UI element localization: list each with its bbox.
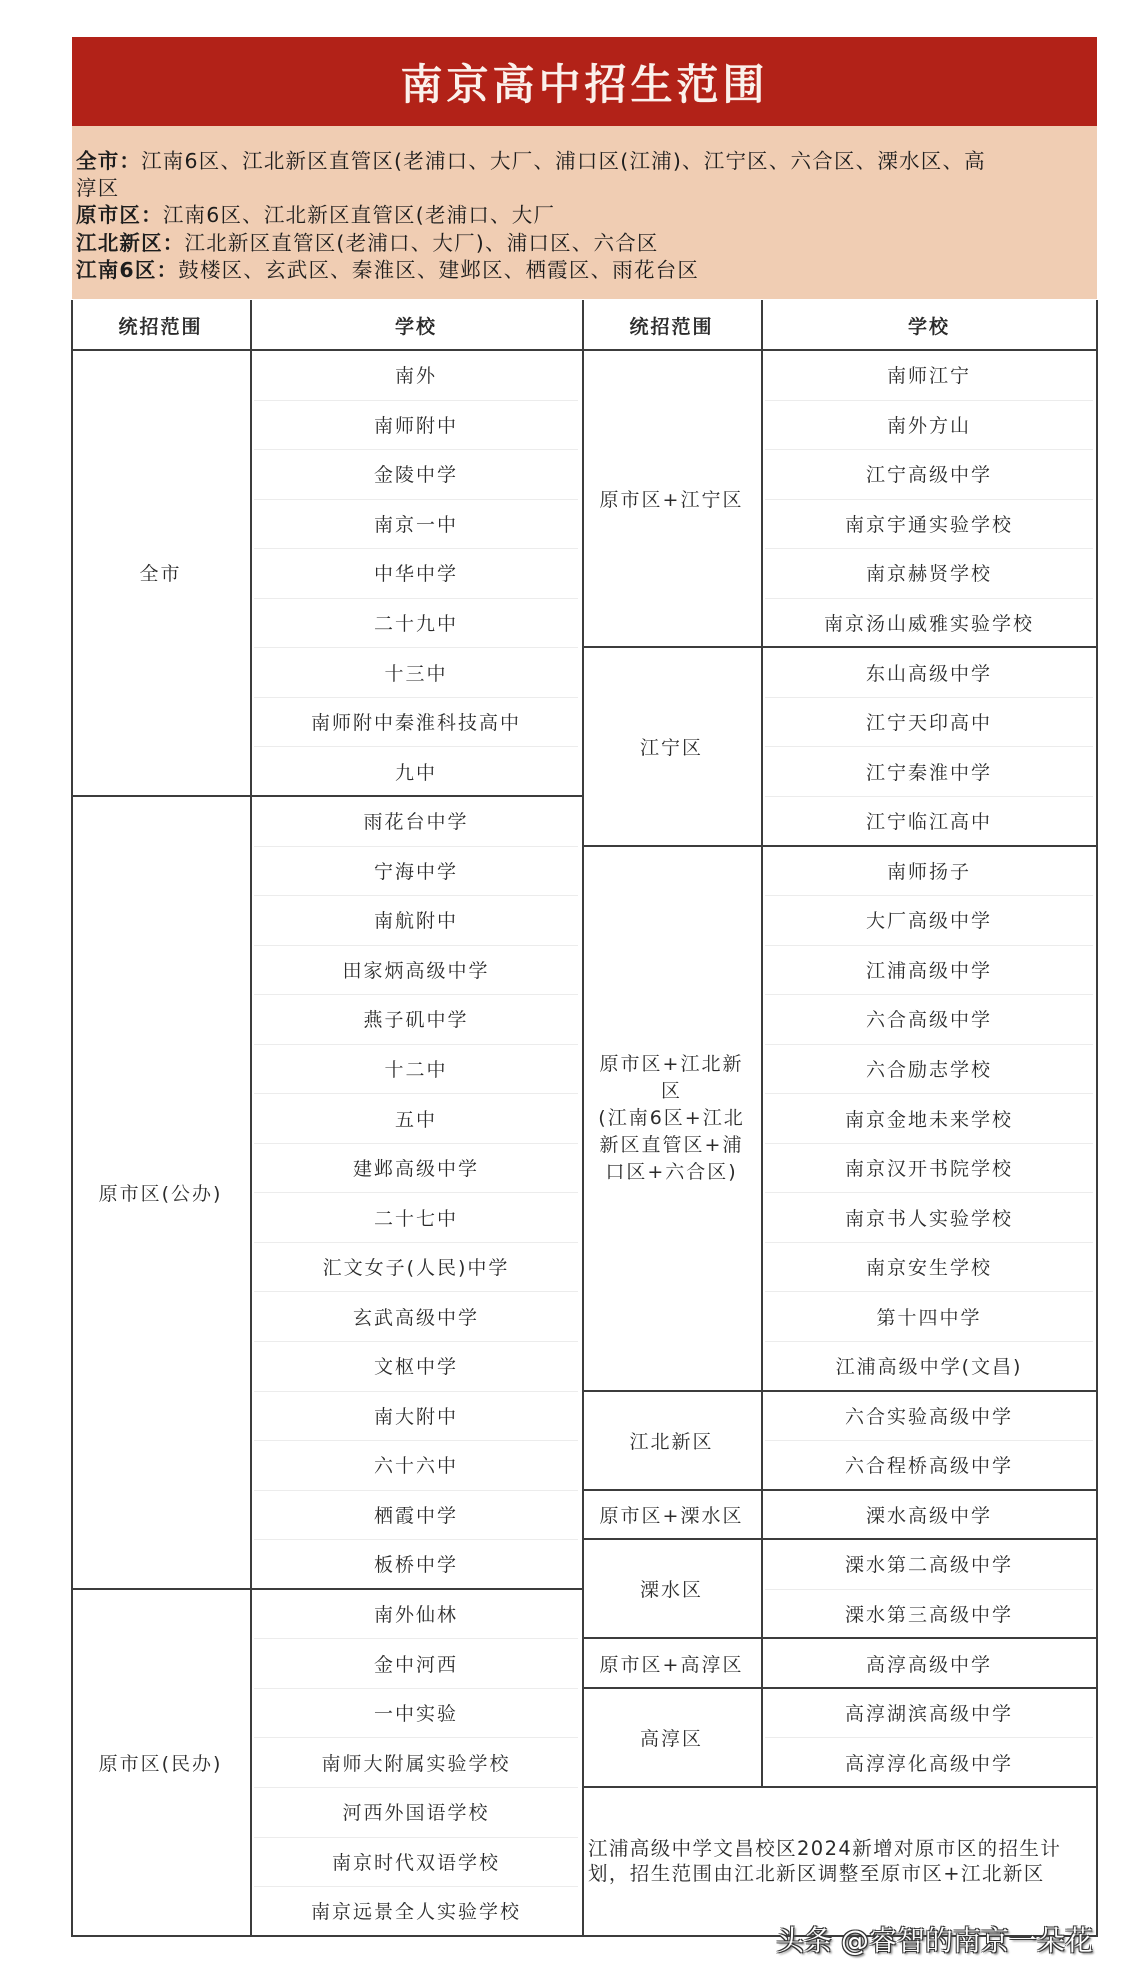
scope-cell: 江宁区 (639, 736, 703, 759)
row-separator (765, 598, 1093, 599)
school-cell: 南京汤山威雅实验学校 (823, 613, 1034, 636)
scope-line: 区 (660, 1079, 682, 1102)
row-separator (254, 1291, 578, 1292)
school-cell: 江浦高级中学(文昌) (835, 1356, 1023, 1379)
school-cell: 南京汉开书院学校 (844, 1158, 1013, 1181)
school-cell: 六十六中 (373, 1455, 458, 1478)
row-separator (254, 1837, 578, 1838)
school-cell: 高淳高级中学 (865, 1653, 992, 1676)
row-separator (765, 796, 1093, 797)
school-cell: 金陵中学 (373, 464, 458, 487)
school-cell: 南外方山 (886, 414, 971, 437)
school-cell: 南京书人实验学校 (844, 1207, 1013, 1230)
definitions-panel (72, 126, 1097, 299)
school-cell: 河西外国语学校 (342, 1802, 490, 1825)
school-cell: 第十四中学 (876, 1306, 982, 1329)
group-divider (582, 1786, 1098, 1788)
scope-cell: 溧水区 (639, 1579, 703, 1602)
scope-cell: 原市区+高淳区 (599, 1653, 744, 1676)
row-separator (765, 1341, 1093, 1342)
row-separator (765, 1291, 1093, 1292)
school-cell: 南京赫贤学校 (865, 563, 992, 586)
row-separator (765, 1589, 1093, 1590)
column-divider (250, 300, 252, 1936)
definition-text: 鼓楼区、玄武区、秦淮区、建邺区、栖霞区、雨花台区 (178, 257, 700, 282)
school-cell: 南师江宁 (886, 365, 971, 388)
scope-cell: 原市区(民办) (98, 1752, 223, 1775)
row-separator (254, 1638, 578, 1639)
school-cell: 二十七中 (373, 1207, 458, 1230)
school-cell: 江浦高级中学 (865, 959, 992, 982)
school-cell: 江宁秦淮中学 (865, 761, 992, 784)
row-separator (254, 895, 578, 896)
school-cell: 燕子矶中学 (363, 1009, 469, 1032)
row-separator (254, 1192, 578, 1193)
school-cell: 文枢中学 (373, 1356, 458, 1379)
row-separator (765, 449, 1093, 450)
row-separator (254, 1787, 578, 1788)
school-cell: 南京金地未来学校 (844, 1108, 1013, 1131)
column-header: 统招范围 (118, 315, 203, 338)
school-cell: 九中 (394, 761, 437, 784)
scope-cell: 高淳区 (639, 1727, 703, 1750)
school-cell: 东山高级中学 (865, 662, 992, 685)
school-cell: 南外仙林 (373, 1604, 458, 1627)
school-cell: 建邺高级中学 (352, 1158, 479, 1181)
row-separator (254, 499, 578, 500)
row-separator (765, 994, 1093, 995)
row-separator (254, 1242, 578, 1243)
definition-quanshi (76, 148, 1091, 175)
definition-quanshi-cont (76, 175, 1091, 202)
column-divider (761, 300, 763, 1787)
row-separator (254, 1490, 578, 1491)
column-header: 学校 (907, 315, 950, 338)
row-separator (254, 746, 578, 747)
row-separator (254, 449, 578, 450)
title-bar (72, 37, 1097, 126)
row-separator (765, 1093, 1093, 1094)
row-separator (765, 895, 1093, 896)
row-separator (254, 400, 578, 401)
row-separator (254, 548, 578, 549)
row-separator (765, 1737, 1093, 1738)
row-separator (765, 400, 1093, 401)
row-separator (254, 1440, 578, 1441)
school-cell: 高淳淳化高级中学 (844, 1752, 1013, 1775)
row-separator (254, 598, 578, 599)
school-cell: 栖霞中学 (373, 1504, 458, 1527)
school-cell: 南师附中 (373, 414, 458, 437)
row-separator (254, 697, 578, 698)
definition-label: 江南6区： (76, 257, 179, 282)
scope-line: 新区直管区+浦 (599, 1133, 744, 1156)
school-cell: 板桥中学 (373, 1554, 458, 1577)
school-cell: 高淳湖滨高级中学 (844, 1703, 1013, 1726)
enrollment-table (71, 300, 1098, 1937)
row-separator (254, 994, 578, 995)
definition-text: 江南6区、江北新区直管区(老浦口、大厂、浦口区(江浦)、江宁区、六合区、溧水区、高 (141, 149, 986, 173)
scope-line: 原市区+江北新 (599, 1052, 744, 1075)
school-cell: 汇文女子(人民)中学 (322, 1257, 510, 1280)
row-separator (765, 499, 1093, 500)
row-separator (254, 647, 578, 648)
school-cell: 南京一中 (373, 513, 458, 536)
row-separator (765, 1192, 1093, 1193)
school-cell: 南京宇通实验学校 (844, 513, 1013, 536)
school-cell: 五中 (394, 1108, 437, 1131)
school-cell: 江宁天印高中 (865, 712, 992, 735)
row-separator (254, 1391, 578, 1392)
definition-text: 淳区 (76, 176, 120, 201)
row-separator (765, 1242, 1093, 1243)
page-title: 南京高中招生范围 (400, 59, 769, 109)
definition-yuanshiqu (76, 202, 1091, 229)
row-separator (254, 1044, 578, 1045)
row-separator (254, 1143, 578, 1144)
row-separator (254, 1688, 578, 1689)
column-header: 统招范围 (629, 315, 714, 338)
row-separator (254, 1341, 578, 1342)
column-divider (582, 300, 584, 1936)
definition-text: 江北新区直管区(老浦口、大厂)、浦口区、六合区 (184, 230, 659, 255)
row-separator (254, 1539, 578, 1540)
scope-cell: 江北新区 (629, 1430, 714, 1453)
table-border-left (71, 300, 73, 1936)
row-separator (254, 945, 578, 946)
row-separator (765, 1044, 1093, 1045)
school-cell: 溧水第三高级中学 (844, 1604, 1013, 1627)
definition-label: 全市： (76, 149, 142, 173)
row-separator (765, 945, 1093, 946)
scope-cell: 原市区+溧水区 (599, 1504, 744, 1527)
school-cell: 十二中 (384, 1058, 448, 1081)
scope-line: 口区+六合区) (605, 1160, 738, 1183)
row-separator (765, 746, 1093, 747)
school-cell: 宁海中学 (373, 860, 458, 883)
definition-label: 原市区： (76, 203, 163, 228)
definition-text: 江南6区、江北新区直管区(老浦口、大厂 (162, 203, 556, 228)
school-cell: 江宁临江高中 (865, 811, 992, 834)
row-separator (765, 1143, 1093, 1144)
school-cell: 江宁高级中学 (865, 464, 992, 487)
school-cell: 南师附中秦淮科技高中 (310, 712, 521, 735)
school-cell: 一中实验 (373, 1703, 458, 1726)
row-separator (254, 1093, 578, 1094)
column-header: 学校 (394, 315, 437, 338)
school-cell: 大厂高级中学 (865, 910, 992, 933)
school-cell: 六合高级中学 (865, 1009, 992, 1032)
table-border-right (1096, 300, 1098, 1936)
row-separator (254, 1737, 578, 1738)
definition-label: 江北新区： (76, 230, 185, 255)
scope-cell (582, 846, 761, 1391)
scope-line: (江南6区+江北 (598, 1106, 745, 1129)
row-separator (254, 1886, 578, 1887)
row-separator (765, 548, 1093, 549)
school-cell: 六合实验高级中学 (844, 1405, 1013, 1428)
definition-jiangnan (76, 257, 1091, 284)
school-cell: 南京安生学校 (865, 1257, 992, 1280)
school-cell: 南京远景全人实验学校 (310, 1901, 521, 1924)
school-cell: 南师大附属实验学校 (321, 1752, 511, 1775)
school-cell: 南外 (394, 365, 437, 388)
row-separator (765, 697, 1093, 698)
school-cell: 南航附中 (373, 910, 458, 933)
scope-cell: 全市 (139, 563, 182, 586)
header-divider (71, 349, 1098, 351)
school-cell: 六合励志学校 (865, 1058, 992, 1081)
school-cell: 南京时代双语学校 (331, 1851, 500, 1874)
school-cell: 二十九中 (373, 613, 458, 636)
school-cell: 南师扬子 (886, 860, 971, 883)
school-cell: 玄武高级中学 (352, 1306, 479, 1329)
school-cell: 田家炳高级中学 (342, 959, 490, 982)
school-cell: 六合程桥高级中学 (844, 1455, 1013, 1478)
row-separator (765, 1440, 1093, 1441)
school-cell: 溧水第二高级中学 (844, 1554, 1013, 1577)
school-cell: 雨花台中学 (363, 811, 469, 834)
watermark: 头条 @睿智的南京一朵花 (776, 1924, 1093, 1957)
school-cell: 南大附中 (373, 1405, 458, 1428)
scope-cell: 原市区(公办) (98, 1182, 223, 1205)
school-cell: 金中河西 (373, 1653, 458, 1676)
school-cell: 十三中 (384, 662, 448, 685)
school-cell: 中华中学 (373, 563, 458, 586)
definition-jiangbei (76, 230, 1091, 257)
scope-cell: 原市区+江宁区 (599, 489, 744, 512)
row-separator (254, 846, 578, 847)
note-cell: 江浦高级中学文昌校区2024新增对原市区的招生计划，招生范围由江北新区调整至原市区+江北新区 (588, 1837, 1062, 1886)
school-cell: 溧水高级中学 (865, 1504, 992, 1527)
